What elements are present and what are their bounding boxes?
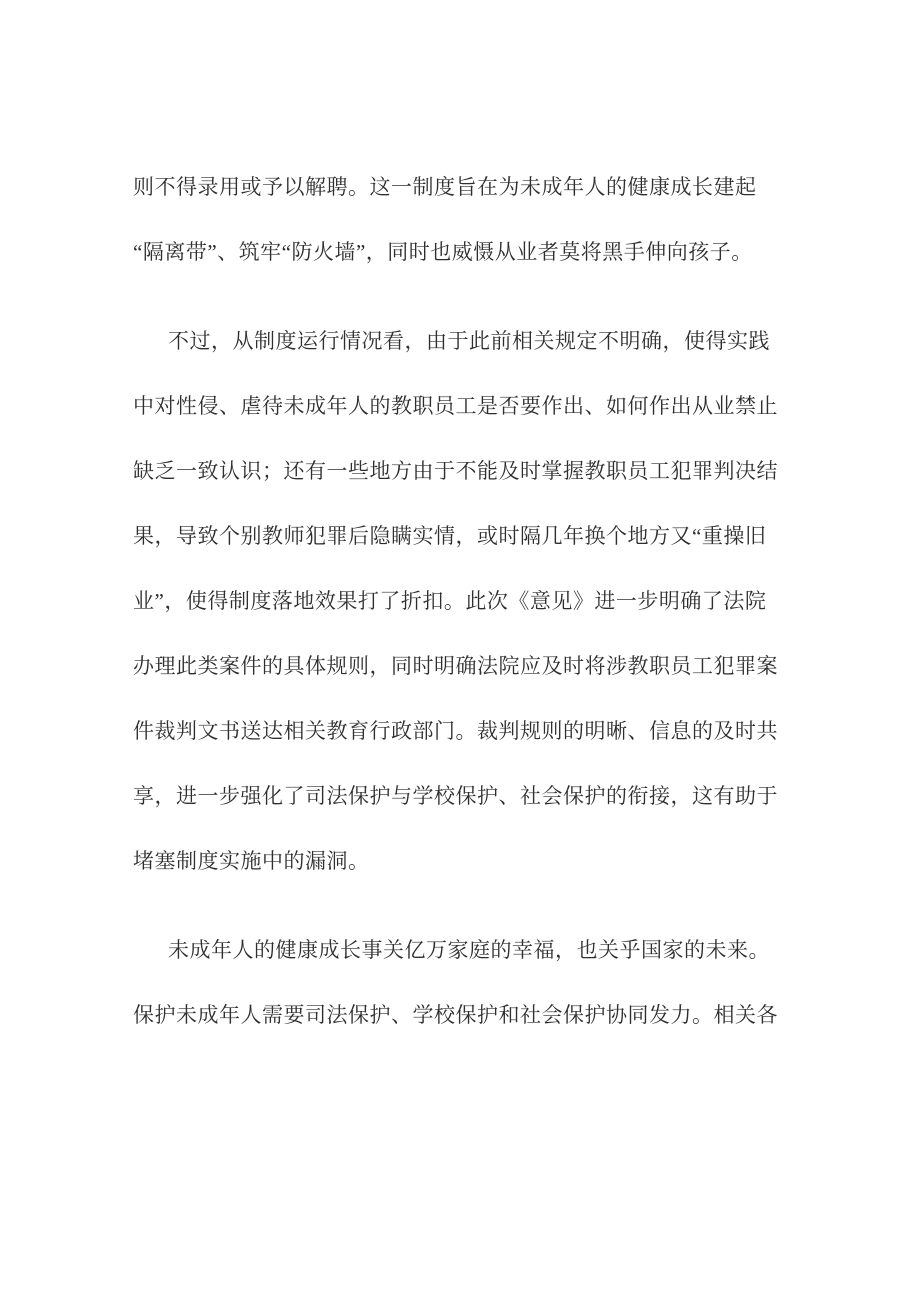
text-line: 件裁判文书送达相关教育行政部门。裁判规则的明晰、信息的及时共 [133, 719, 778, 743]
text-line: 则不得录用或予以解聘。这一制度旨在为未成年人的健康成长建起 [133, 175, 757, 199]
text-line: “隔离带”、筑牢“防火墙”，同时也威慑从业者莫将黑手伸向孩子。 [133, 240, 753, 264]
text-line: 中对性侵、虐待未成年人的教职员工是否要作出、如何作出从业禁止 [133, 394, 778, 418]
text-line: 办理此类案件的具体规则，同时明确法院应及时将涉教职员工犯罪案 [133, 654, 778, 678]
text-line: 业”，使得制度落地效果打了折扣。此次《意见》进一步明确了法院 [133, 589, 767, 613]
text-line: 不过，从制度运行情况看，由于此前相关规定不明确，使得实践 [168, 329, 770, 353]
paragraph-2 [133, 309, 798, 894]
text-line: 缺乏一致认识；还有一些地方由于不能及时掌握教职员工犯罪判决结 [133, 459, 778, 483]
text-line: 未成年人的健康成长事关亿万家庭的幸福，也关乎国家的未来。 [168, 938, 770, 962]
text-line: 果，导致个别教师犯罪后隐瞒实情，或时隔几年换个地方又“重操旧 [133, 524, 767, 548]
document-text-block [133, 155, 798, 1048]
text-line: 堵塞制度实施中的漏洞。 [133, 849, 370, 873]
paragraph-3 [133, 918, 798, 1048]
paragraph-1 [133, 155, 798, 285]
text-line: 享，进一步强化了司法保护与学校保护、社会保护的衔接，这有助于 [133, 784, 778, 808]
text-line: 保护未成年人需要司法保护、学校保护和社会保护协同发力。相关各 [133, 1003, 778, 1027]
